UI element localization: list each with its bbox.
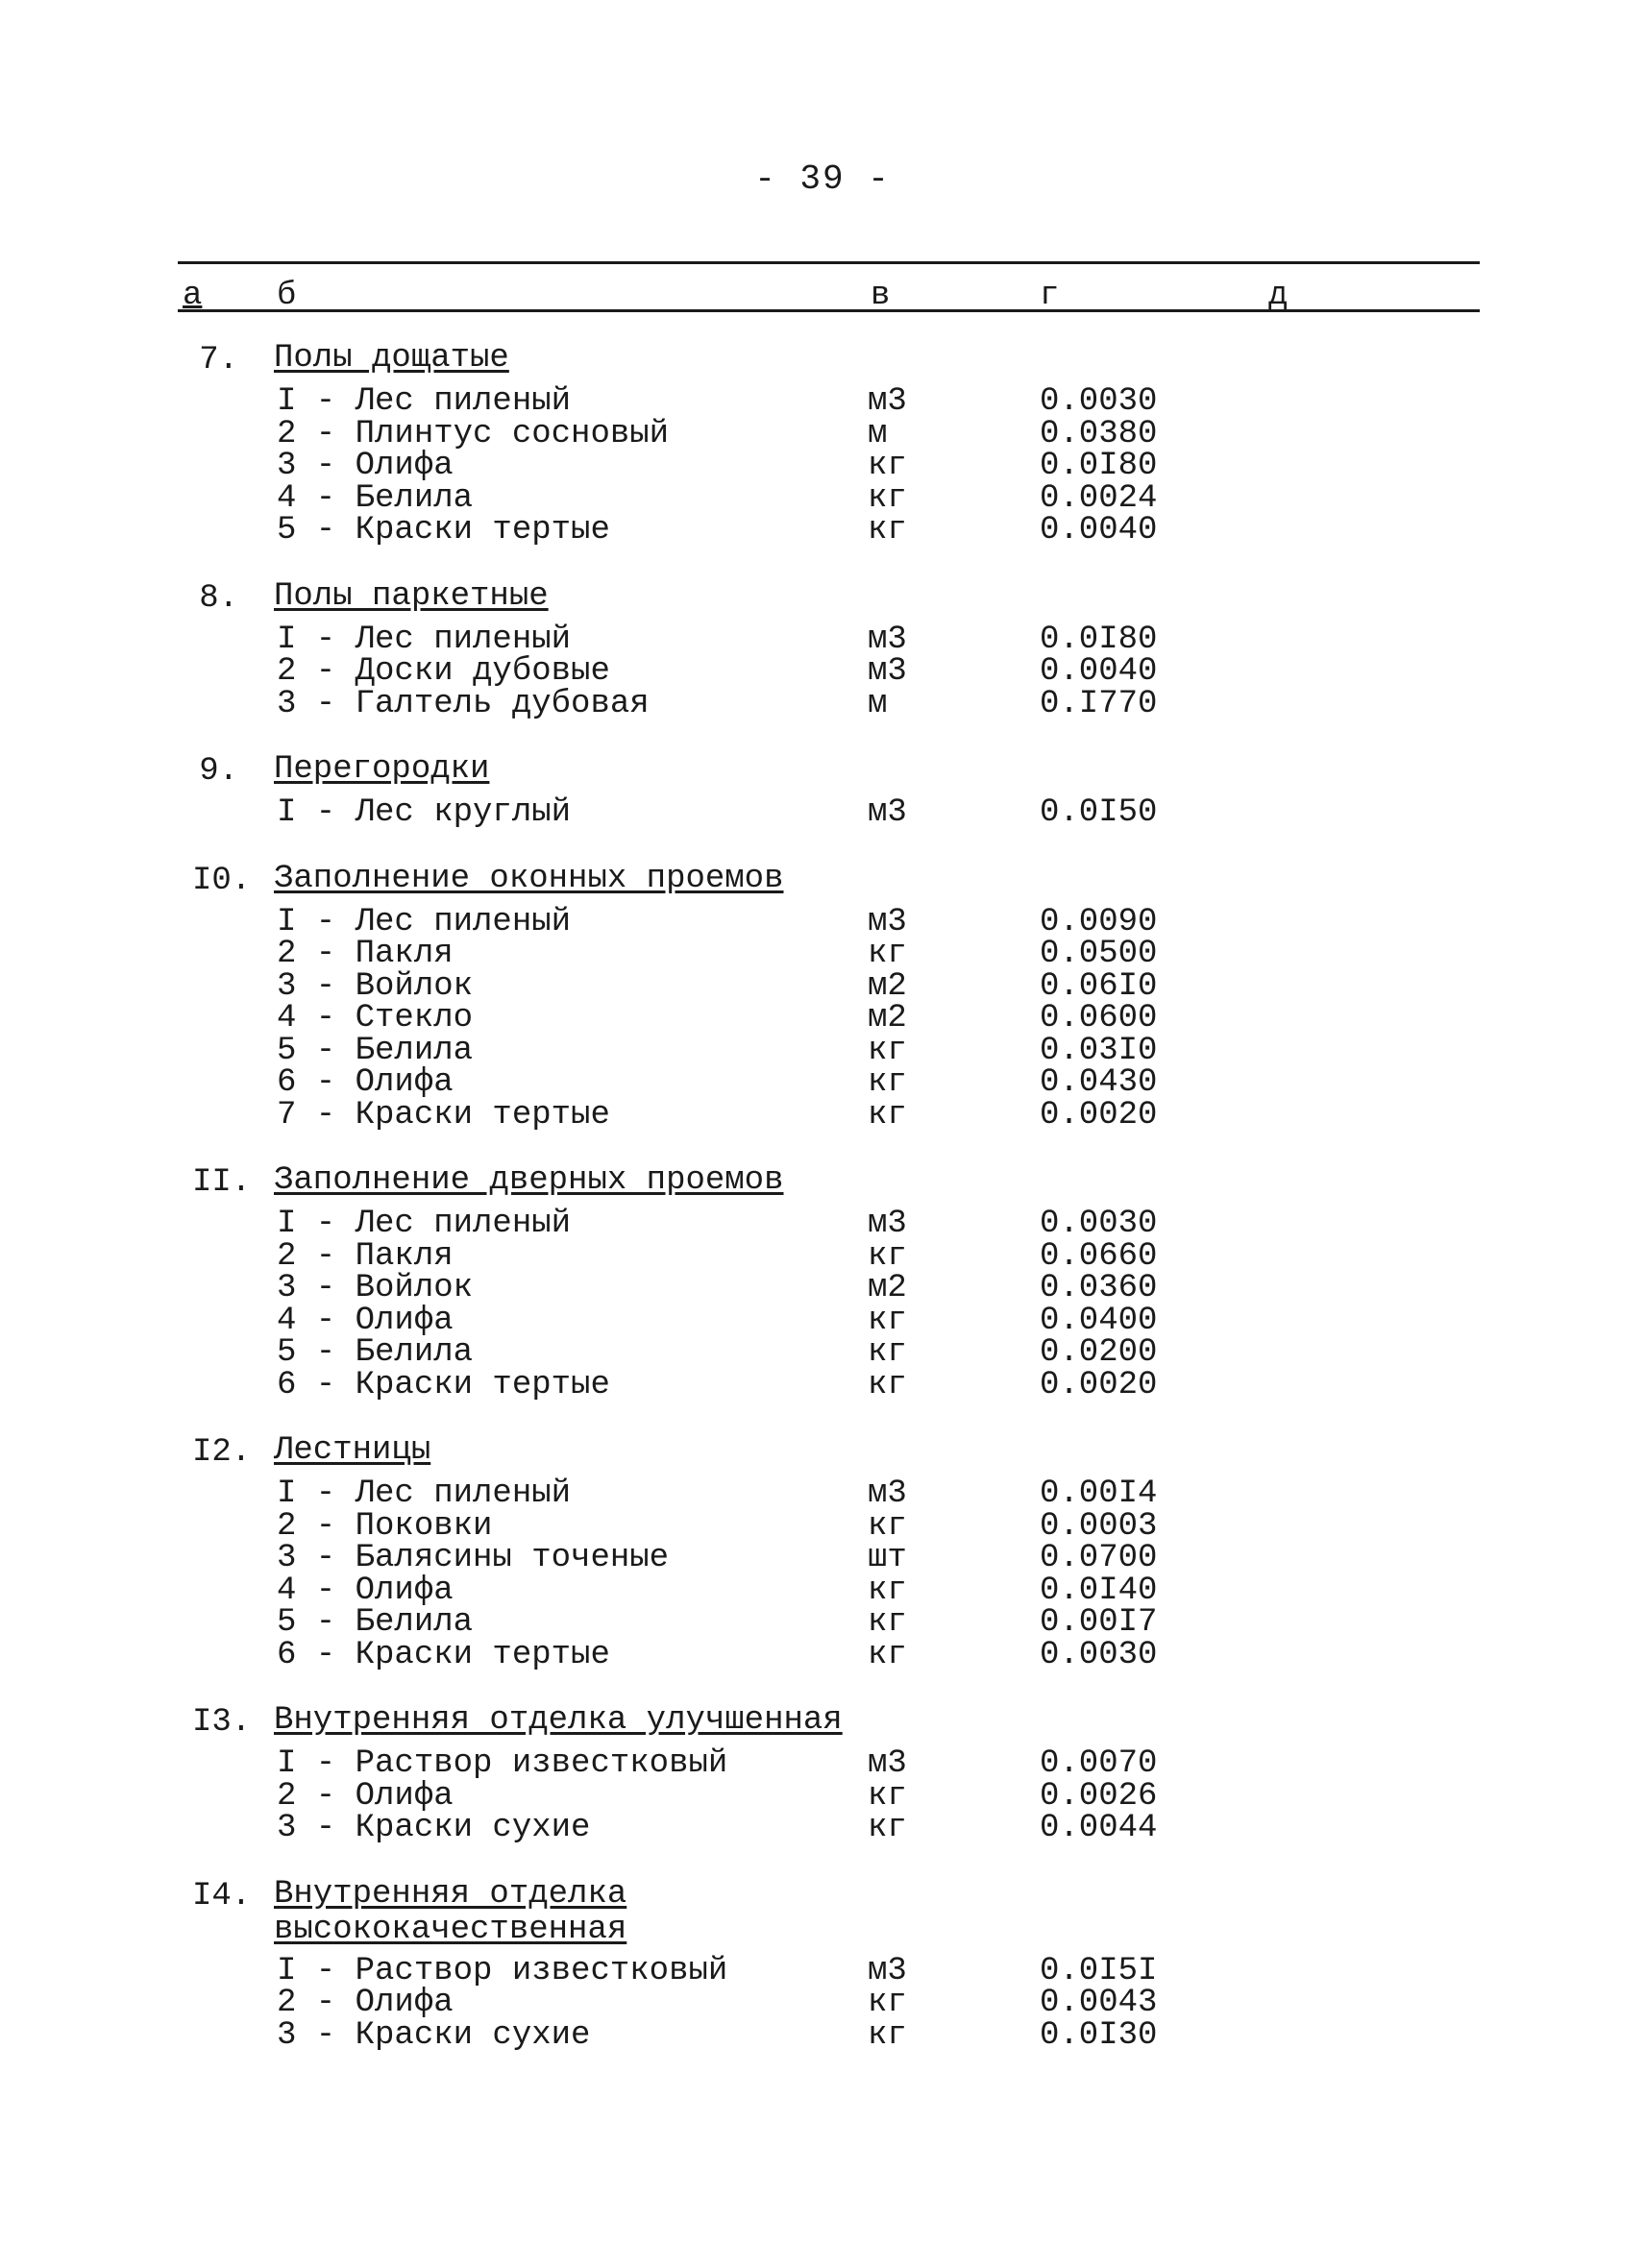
unit-cell: кг <box>868 2016 907 2054</box>
table-row <box>0 512 1645 549</box>
material-name: 3 - Краски сухие <box>277 2016 591 2054</box>
table-row <box>0 1604 1645 1641</box>
section-number: I3. <box>192 1704 252 1741</box>
norm-value: 0.0040 <box>1040 653 1158 690</box>
material-name: 4 - Стекло <box>277 1000 474 1036</box>
table-row <box>0 479 1645 517</box>
material-name: 2 - Плинтус сосновый <box>277 415 670 452</box>
norm-value: 0.0I30 <box>1040 2016 1158 2054</box>
material-name: 3 - Войлок <box>277 1270 474 1306</box>
material-name: 2 - Доски дубовые <box>277 653 610 690</box>
unit-cell: м3 <box>868 383 907 420</box>
section-title: Полы паркетные <box>274 577 549 615</box>
unit-cell: кг <box>868 1237 907 1275</box>
section <box>0 341 1645 548</box>
unit-cell: кг <box>868 1302 907 1339</box>
section <box>0 579 1645 721</box>
section-title: Внутренняя отделка высококачественная <box>274 1875 627 1948</box>
section-title: Внутренняя отделка улучшенная <box>274 1702 843 1739</box>
norm-value: 0.0I50 <box>1040 794 1158 831</box>
unit-cell: м3 <box>868 1745 907 1782</box>
section-title: Заполнение дверных проемов <box>274 1162 784 1199</box>
norm-value: 0.0400 <box>1040 1302 1158 1339</box>
unit-cell: кг <box>868 1777 907 1815</box>
norm-value: 0.0030 <box>1040 383 1158 420</box>
section <box>0 1703 1645 1845</box>
norm-value: 0.0I80 <box>1040 621 1158 658</box>
material-name: 4 - Олифа <box>277 1302 454 1339</box>
section-number: I4. <box>192 1877 252 1914</box>
material-name: 2 - Пакля <box>277 1237 454 1275</box>
norm-value: 0.0430 <box>1040 1064 1158 1101</box>
unit-cell: м3 <box>868 1952 907 1989</box>
norm-value: 0.00I4 <box>1040 1475 1158 1512</box>
section-title: Перегородки <box>274 751 490 788</box>
section-header <box>0 1163 1645 1208</box>
section-header <box>0 1433 1645 1478</box>
material-name: 6 - Краски тертые <box>277 1636 610 1673</box>
table-row <box>0 685 1645 722</box>
section <box>0 862 1645 1133</box>
section <box>0 1433 1645 1671</box>
material-name: 2 - Пакля <box>277 936 454 972</box>
sections-list <box>0 341 1645 2084</box>
unit-cell: кг <box>868 1572 907 1609</box>
material-name: 5 - Белила <box>277 1334 474 1371</box>
norm-value: 0.0090 <box>1040 903 1158 940</box>
table-row <box>0 1745 1645 1782</box>
section-number: II. <box>192 1164 252 1201</box>
table-row <box>0 1302 1645 1339</box>
unit-cell: кг <box>868 1064 907 1101</box>
section-title: Полы дощатые <box>274 340 509 377</box>
unit-cell: шт <box>868 1540 907 1576</box>
material-name: 6 - Олифа <box>277 1064 454 1101</box>
unit-cell: м2 <box>868 967 907 1005</box>
norm-value: 0.0020 <box>1040 1096 1158 1134</box>
table-row <box>0 1366 1645 1403</box>
unit-cell: м3 <box>868 1475 907 1512</box>
column-header-g: г <box>1040 278 1060 314</box>
section-number: I2. <box>192 1434 252 1471</box>
table-row <box>0 1810 1645 1846</box>
table-row <box>0 621 1645 658</box>
norm-value: 0.0I40 <box>1040 1572 1158 1609</box>
norm-value: 0.0026 <box>1040 1777 1158 1815</box>
material-name: 2 - Олифа <box>277 1777 454 1815</box>
table-top-rule <box>178 261 1480 264</box>
norm-value: 0.0030 <box>1040 1636 1158 1673</box>
page-number: - 39 - <box>754 159 891 199</box>
unit-cell: кг <box>868 479 907 517</box>
table-row <box>0 1334 1645 1371</box>
table-row <box>0 1636 1645 1673</box>
table-row <box>0 967 1645 1005</box>
section-header <box>0 1703 1645 1748</box>
unit-cell: м2 <box>868 1270 907 1306</box>
section-title: Заполнение оконных проемов <box>274 860 784 897</box>
material-name: I - Лес пиленый <box>277 1475 572 1512</box>
table-row <box>0 1952 1645 1989</box>
unit-cell: м3 <box>868 903 907 940</box>
material-name: 3 - Балясины точеные <box>277 1540 670 1576</box>
unit-cell: кг <box>868 1604 907 1641</box>
section-header <box>0 579 1645 624</box>
norm-value: 0.06I0 <box>1040 967 1158 1005</box>
norm-value: 0.0024 <box>1040 479 1158 517</box>
table-row <box>0 1208 1645 1241</box>
unit-cell: м <box>868 415 888 452</box>
unit-cell: кг <box>868 448 907 484</box>
unit-cell: м3 <box>868 653 907 690</box>
unit-cell: кг <box>868 1366 907 1403</box>
norm-value: 0.0020 <box>1040 1366 1158 1403</box>
table-row <box>0 448 1645 484</box>
table-row <box>0 936 1645 972</box>
table-header-rule <box>178 309 1480 312</box>
table-row <box>0 1475 1645 1512</box>
norm-value: 0.0360 <box>1040 1270 1158 1306</box>
table-row <box>0 1572 1645 1609</box>
section-number: 7. <box>199 342 238 378</box>
column-header-v: в <box>871 278 891 314</box>
material-name: 2 - Олифа <box>277 1985 454 2021</box>
section-header <box>0 341 1645 386</box>
unit-cell: кг <box>868 512 907 549</box>
material-name: 4 - Белила <box>277 479 474 517</box>
section-number: I0. <box>192 862 252 899</box>
unit-cell: м3 <box>868 794 907 831</box>
material-name: 5 - Белила <box>277 1604 474 1641</box>
section <box>0 1877 1645 2053</box>
section-header <box>0 752 1645 797</box>
norm-value: 0.0003 <box>1040 1507 1158 1545</box>
material-name: 7 - Краски тертые <box>277 1096 610 1134</box>
unit-cell: кг <box>868 1810 907 1846</box>
unit-cell: кг <box>868 1334 907 1371</box>
column-header-b: б <box>277 278 297 314</box>
norm-value: 0.0200 <box>1040 1334 1158 1371</box>
norm-value: 0.00I7 <box>1040 1604 1158 1641</box>
unit-cell: кг <box>868 1032 907 1069</box>
table-row <box>0 1540 1645 1576</box>
material-name: I - Лес пиленый <box>277 383 572 420</box>
table-row <box>0 1064 1645 1101</box>
material-name: I - Раствор известковый <box>277 1952 728 1989</box>
table-row <box>0 794 1645 831</box>
norm-value: 0.0600 <box>1040 1000 1158 1036</box>
norm-value: 0.0I5I <box>1040 1952 1158 1989</box>
unit-cell: м3 <box>868 621 907 658</box>
table-row <box>0 1032 1645 1069</box>
column-header-a: а <box>183 278 203 314</box>
norm-value: 0.0660 <box>1040 1237 1158 1275</box>
table-row <box>0 2016 1645 2054</box>
norm-value: 0.0044 <box>1040 1810 1158 1846</box>
material-name: 3 - Краски сухие <box>277 1810 591 1846</box>
material-name: 3 - Войлок <box>277 967 474 1005</box>
material-name: 3 - Олифа <box>277 448 454 484</box>
material-name: 5 - Краски тертые <box>277 512 610 549</box>
norm-value: 0.I770 <box>1040 685 1158 722</box>
unit-cell: кг <box>868 1096 907 1134</box>
unit-cell: м <box>868 685 888 722</box>
column-header-d: д <box>1268 278 1289 314</box>
unit-cell: кг <box>868 1985 907 2021</box>
material-name: 3 - Галтель дубовая <box>277 685 650 722</box>
material-name: 2 - Поковки <box>277 1507 493 1545</box>
material-name: 4 - Олифа <box>277 1572 454 1609</box>
norm-value: 0.0380 <box>1040 415 1158 452</box>
material-name: I - Раствор известковый <box>277 1745 728 1782</box>
section <box>0 1163 1645 1402</box>
section-number: 9. <box>199 753 238 790</box>
table-row <box>0 1000 1645 1036</box>
table-row <box>0 903 1645 940</box>
material-name: I - Лес пиленый <box>277 1206 572 1242</box>
table-row <box>0 653 1645 690</box>
material-name: 6 - Краски тертые <box>277 1366 610 1403</box>
unit-cell: м2 <box>868 1000 907 1036</box>
table-row <box>0 1096 1645 1134</box>
material-name: I - Лес пиленый <box>277 621 572 658</box>
norm-value: 0.0500 <box>1040 936 1158 972</box>
unit-cell: кг <box>868 936 907 972</box>
table-row <box>0 415 1645 452</box>
table-row <box>0 1507 1645 1545</box>
norm-value: 0.03I0 <box>1040 1032 1158 1069</box>
table-row <box>0 1777 1645 1815</box>
table-row <box>0 1270 1645 1306</box>
norm-value: 0.0700 <box>1040 1540 1158 1576</box>
material-name: 5 - Белила <box>277 1032 474 1069</box>
section-title: Лестницы <box>274 1432 431 1469</box>
norm-value: 0.0030 <box>1040 1206 1158 1242</box>
table-row <box>0 383 1645 420</box>
material-name: I - Лес пиленый <box>277 903 572 940</box>
norm-value: 0.0I80 <box>1040 448 1158 484</box>
material-name: I - Лес круглый <box>277 794 572 831</box>
section-header <box>0 1877 1645 1956</box>
norm-value: 0.0040 <box>1040 512 1158 549</box>
unit-cell: кг <box>868 1636 907 1673</box>
section <box>0 752 1645 830</box>
table-row <box>0 1985 1645 2021</box>
unit-cell: кг <box>868 1507 907 1545</box>
section-number: 8. <box>199 579 238 617</box>
section-header <box>0 862 1645 907</box>
norm-value: 0.0070 <box>1040 1745 1158 1782</box>
norm-value: 0.0043 <box>1040 1985 1158 2021</box>
table-row <box>0 1237 1645 1275</box>
unit-cell: м3 <box>868 1206 907 1242</box>
